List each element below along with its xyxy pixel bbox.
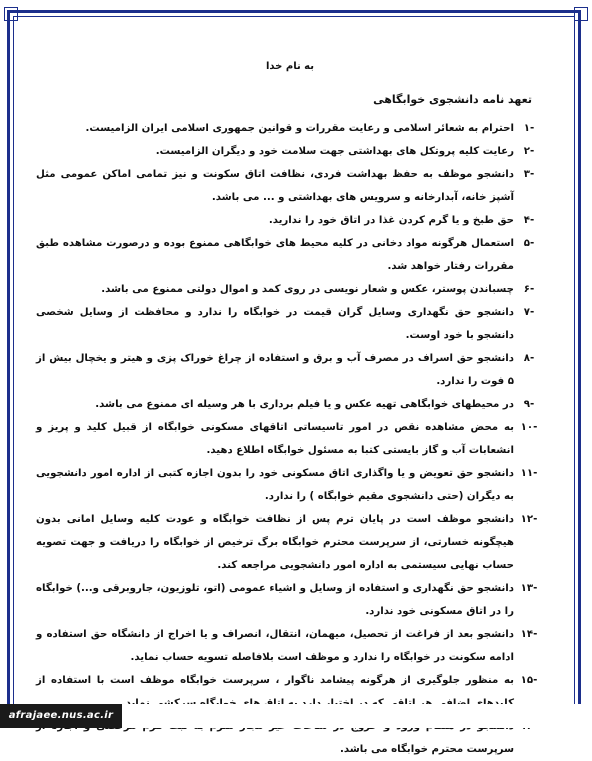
rule-number: -۳: [523, 169, 535, 180]
rule-text: دانشجو موظف به حفظ بهداشت فردی، نظافت اتاق سکونت و نیز تمامی اماکن عمومی مثل آشپز خانه، آبدارخانه و سرویس های بهداشتی و ... می باشد.: [36, 169, 514, 203]
rule-text: دانشجو حق نگهداری وسایل گران قیمت در خوابگاه را ندارد و محافظت از وسایل شخصی دانشجو با خود اوست.: [36, 307, 514, 341]
rule-item: [36, 416, 544, 462]
rule-text: به محض مشاهده نقص در امور تاسیساتی اتاقهای مسکونی خوابگاه از قبیل کلید و پریز و انشعابات آب و گاز بایستی کتبا به مسئول خوابگاه اطلاع دهید.: [36, 422, 514, 456]
rule-item: [36, 577, 544, 623]
rule-text: استعمال هرگونه مواد دخانی در کلیه محیط های خوابگاهی ممنوع بوده و درصورت مشاهده طبق مقررات رفتار خواهد شد.: [36, 238, 514, 272]
rule-item: [36, 508, 544, 577]
rule-text: احترام به شعائر اسلامی و رعایت مقررات و قوانین جمهوری اسلامی ایران الزامیست.: [85, 123, 514, 134]
rule-number: -۱۲: [520, 514, 538, 525]
rule-item: [36, 393, 544, 416]
rule-number: -۱: [523, 123, 535, 134]
rule-number: -۱۵: [520, 675, 538, 686]
rule-number: -۵: [523, 238, 535, 249]
rule-text: سرپرست محترم خوابگاه می باشد.: [340, 744, 514, 755]
site-watermark[interactable]: afrajaee.nus.ac.ir: [0, 704, 122, 728]
rule-item: [36, 163, 544, 209]
rule-text: حق طبخ و یا گرم کردن غذا در اتاق خود را ندارید.: [268, 215, 514, 226]
rule-item: [36, 462, 544, 508]
rule-number: -۹: [523, 399, 535, 410]
rule-item: [36, 232, 544, 278]
rule-number: -۶: [523, 284, 535, 295]
rule-item: [36, 347, 544, 393]
rule-number: -۱۳: [520, 583, 538, 594]
rule-text: رعایت کلیه پروتکل های بهداشتی جهت سلامت خود و دیگران الزامیست.: [155, 146, 514, 157]
rule-item: [36, 278, 544, 301]
rule-item: [36, 117, 544, 140]
rule-item: [36, 140, 544, 163]
rule-text: در محیطهای خوابگاهی تهیه عکس و یا فیلم برداری با هر وسیله ای ممنوع می باشد.: [95, 399, 514, 410]
rule-number: -۷: [523, 307, 535, 318]
rule-text: به منظور جلوگیری از هرگونه پیشامد ناگوار ، سرپرست خوابگاه موظف است با استفاده از: [36, 675, 514, 686]
rule-text: دانشجو موظف است در پایان ترم پس از نظافت خوابگاه و عودت کلیه وسایل امانی بدون هیچگونه خسارتی، از سرپرست محترم خوابگاه برگ ترخیص از خوابگاه را دریافت و جهت تصویه حساب نهایی سیستمی به اداره امور دانشجویی مراجعه کند.: [36, 514, 514, 571]
rule-text: دانشجو بعد از فراغت از تحصیل، میهمان، انتقال، انصراف و یا اخراج از دانشگاه حق استفاده و ادامه سکونت در خوابگاه را ندارد و موظف است بلافاصله تسویه حساب نماید.: [36, 629, 514, 663]
rule-number: -۱۰: [520, 422, 538, 433]
rule-number: -۱۴: [520, 629, 538, 640]
rule-number: -۸: [523, 353, 535, 364]
rules-list: [36, 117, 544, 761]
rule-number: -۱۱: [520, 468, 538, 479]
rule-number: -۴: [523, 215, 535, 226]
document-title: تعهد نامه دانشجوی خوابگاهی: [373, 93, 532, 106]
basmala-heading: به نام خدا: [265, 61, 315, 72]
rule-text: چسباندن پوستر، عکس و شعار نویسی در روی کمد و اموال دولتی ممنوع می باشد.: [101, 284, 514, 295]
rule-item: [36, 209, 544, 232]
rule-number: -۲: [523, 146, 535, 157]
document-body: [36, 60, 544, 761]
rule-text: دانشجو حق نگهداری و استفاده از وسایل و اشیاء عمومی (اتو، تلوزیون، جاروبرقی و...) خوابگاه را در اتاق مسکونی خود ندارد.: [36, 583, 514, 617]
rule-text: دانشجو حق اسراف در مصرف آب و برق و استفاده از چراغ خوراک پزی و هیتر و یخچال بیش از ۵ فوت را ندارد.: [36, 353, 514, 387]
rule-item: [36, 301, 544, 347]
rule-item: [36, 623, 544, 669]
rule-text: دانشجو حق تعویض و یا واگذاری اتاق مسکونی خود را بدون اجازه کتبی از اداره امور دانشجویی به دیگران (حتی دانشجوی مقیم خوابگاه ) را ندارد.: [36, 468, 514, 502]
